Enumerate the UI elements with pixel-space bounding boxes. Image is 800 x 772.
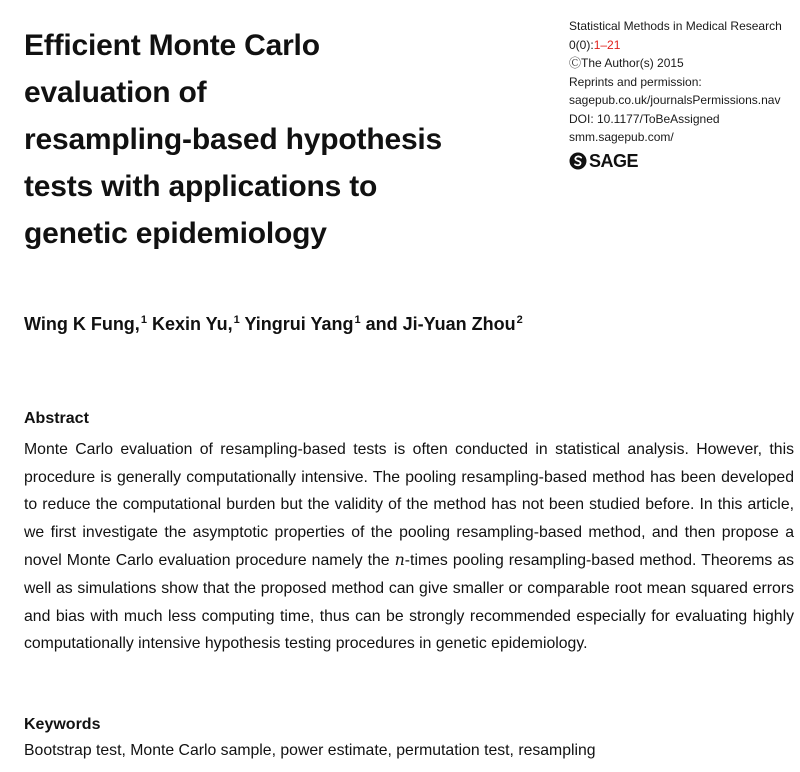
title-line-4: tests with applications to (24, 170, 378, 203)
author-name: and Ji-Yuan Zhou (365, 314, 516, 334)
journal-site-link[interactable]: smm.sagepub.com/ (569, 130, 674, 144)
title-line-2: evaluation of (24, 76, 207, 109)
keywords-list: Bootstrap test, Monte Carlo sample, power estimate, permutation test, resampling (24, 742, 596, 759)
doi: DOI: 10.1177/ToBeAssigned (569, 111, 720, 126)
permissions-link[interactable]: sagepub.co.uk/journalsPermissions.nav (569, 93, 781, 107)
sage-wordmark: SAGE (589, 150, 639, 171)
abstract-heading: Abstract (24, 410, 89, 427)
author-name: Wing K Fung, (24, 314, 140, 334)
sage-emblem-icon (569, 152, 587, 170)
title-line-3: resampling-based hypothesis (24, 123, 443, 156)
author-name: Yingrui Yang (244, 314, 354, 334)
title-line-1: Efficient Monte Carlo (24, 29, 320, 62)
author-list (24, 314, 523, 335)
journal-issue (569, 36, 797, 55)
title-line-5: genetic epidemiology (24, 217, 327, 250)
issue-prefix: 0(0): (569, 37, 594, 52)
paper-title (24, 22, 544, 257)
page-range: 1–21 (593, 37, 621, 52)
reprints-label: Reprints and permission: (569, 74, 702, 89)
abstract-text-part-2: -times pooling resampling-based method. Theorems as well as simulations show that the proposed method can give smaller or comparable root mean squared errors and bias with much less computing time, thus can be strongly recommended especially for evaluating highly computationally intensive hypothesis testing procedures in genetic epidemiology. (24, 552, 794, 653)
abstract-text-part-1: Monte Carlo evaluation of resampling-based tests is often conducted in statistical analysis. However, this procedure is generally computationally intensive. The pooling resampling-based method has been developed to reduce the computational burden but the validity of the method has not been studied before. In this article, we first investigate the asymptotic properties of the pooling resampling-based method, and then propose a novel Monte Carlo evaluation procedure namely the (24, 441, 794, 570)
abstract-body (24, 436, 794, 658)
author-name: Kexin Yu, (151, 314, 233, 334)
keywords-heading: Keywords (24, 716, 101, 733)
sage-logo (569, 151, 797, 171)
affiliation-mark: 1 (140, 314, 147, 326)
journal-info (569, 17, 797, 171)
copyright-notice: ⒸThe Author(s) 2015 (569, 56, 684, 70)
math-n-symbol: n (394, 550, 405, 570)
affiliation-mark: 1 (233, 314, 240, 326)
affiliation-mark: 1 (354, 314, 361, 326)
journal-name: Statistical Methods in Medical Research (569, 19, 782, 33)
affiliation-mark: 2 (516, 314, 523, 326)
